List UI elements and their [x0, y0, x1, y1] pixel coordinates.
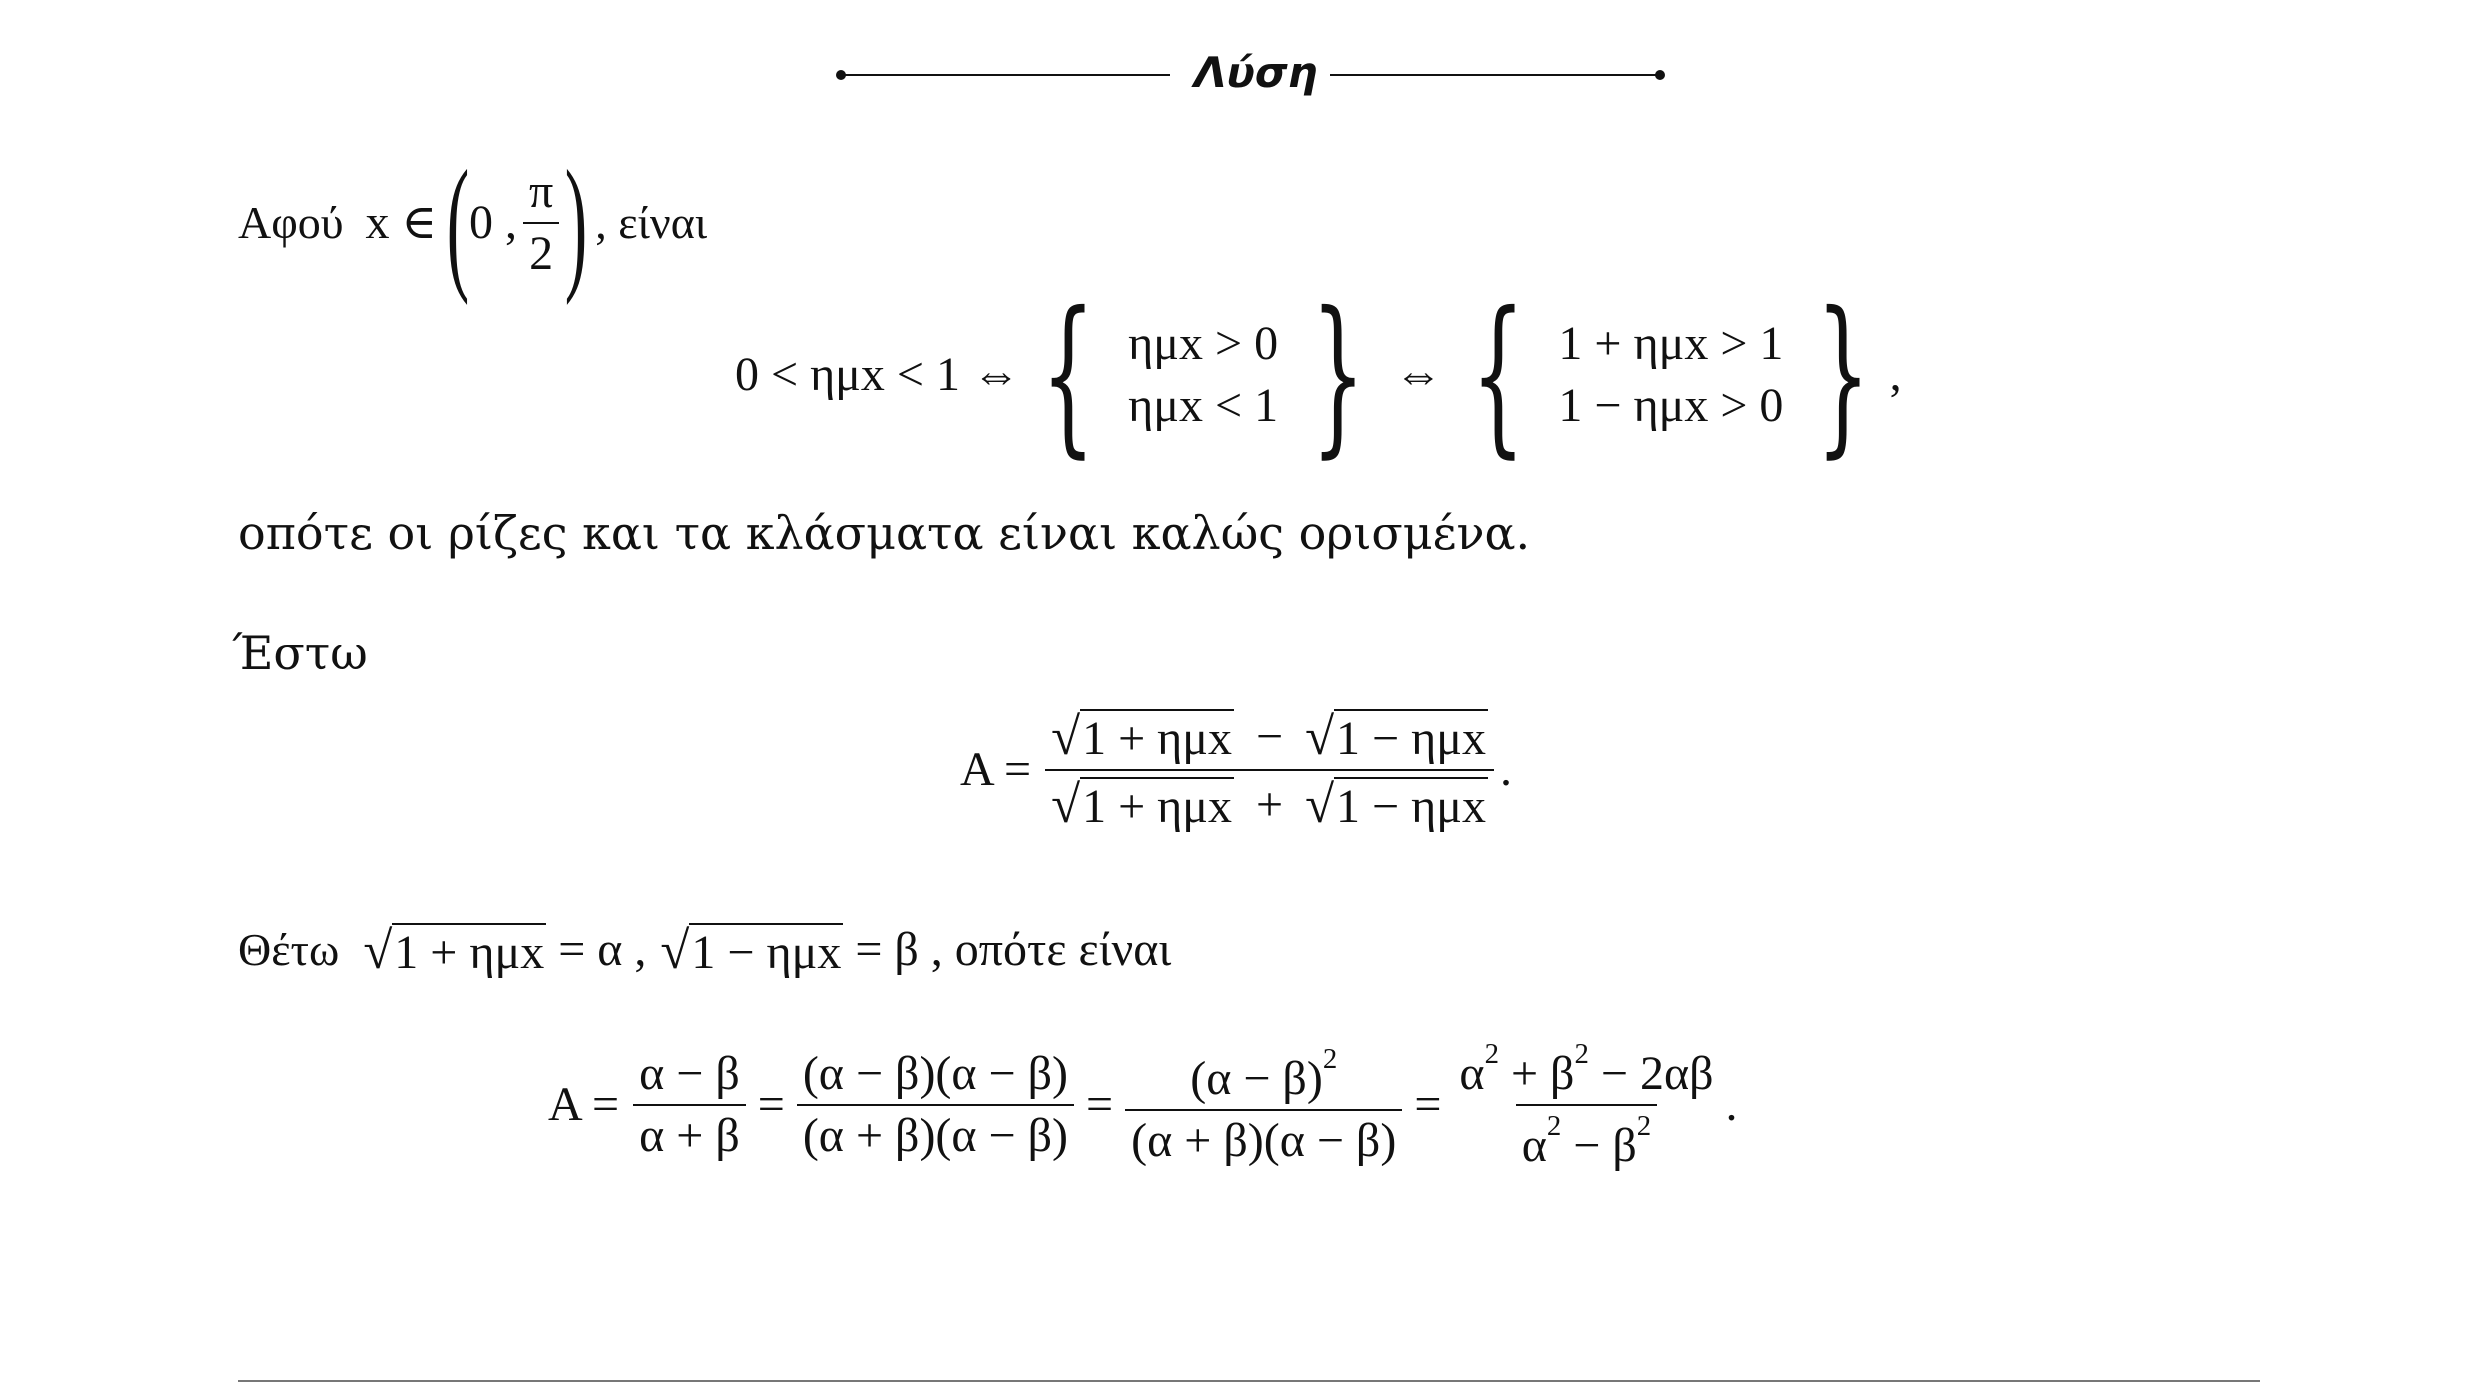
p4-root-1: √ 1 + ημx	[363, 922, 545, 980]
eqA-den-op: +	[1255, 778, 1284, 831]
eqB-eq-3: =	[1414, 1078, 1442, 1131]
p4-lead: Θέτω	[238, 924, 340, 975]
header-right-line	[1330, 74, 1660, 76]
brace-1-content	[1128, 317, 1279, 432]
eqA-denominator	[1045, 769, 1494, 834]
eqA-end: .	[1499, 743, 1512, 796]
brace-2-bottom: 1 − ημx > 0	[1558, 379, 1784, 432]
brace-1-bottom: ημx < 1	[1128, 379, 1279, 432]
eqA-fraction	[1045, 708, 1494, 834]
system-equiv: ⇔	[1394, 348, 1443, 401]
p4-eq-1: = α ,	[558, 923, 647, 976]
header-right-dot	[1655, 70, 1665, 80]
paragraph-1	[238, 139, 708, 306]
p4-root-2: √ 1 − ημx	[660, 922, 842, 980]
eqB-fraction-3	[1125, 1045, 1402, 1165]
eqB-f1-num: α − β	[639, 1047, 740, 1100]
p1-lead: Αφού	[238, 196, 344, 248]
eqB-f1-den: α + β	[633, 1104, 746, 1160]
eqA-den-root-left: √ 1 + ημx	[1051, 776, 1232, 834]
eqB-f4-den: $\alpha^2 - \beta^2$	[1516, 1104, 1657, 1170]
p1-pi: π	[529, 164, 554, 218]
eqA-lhs: A =	[960, 743, 1032, 796]
brace-2-top: 1 + ημx > 1	[1558, 317, 1784, 370]
eqA-num-root-left: √ 1 + ημx	[1051, 708, 1232, 766]
p1-pi-fraction	[523, 164, 559, 280]
eqB-fraction-4	[1453, 1040, 1719, 1170]
eqB-fraction-1	[633, 1047, 746, 1162]
system-end: ,	[1889, 348, 1902, 401]
p1-right-paren: )	[565, 139, 588, 306]
eqB-lhs: A =	[548, 1078, 620, 1131]
p1-tail: , είναι	[595, 196, 708, 248]
p1-two: 2	[523, 222, 559, 278]
eqB-end: .	[1725, 1078, 1738, 1131]
brace-2-left: {	[1471, 276, 1526, 474]
equation-b	[548, 1035, 1738, 1175]
eqB-f4-num: $\alpha^2 + \beta^2 - 2\alpha\beta$	[1459, 1038, 1714, 1100]
p1-var: x ∈	[365, 195, 438, 249]
section-title: Λύση	[1194, 48, 1318, 97]
eqB-eq-1: =	[757, 1078, 785, 1131]
eqA-num-op: −	[1255, 710, 1284, 763]
eqA-numerator	[1045, 709, 1494, 769]
brace-2-content	[1558, 317, 1784, 432]
brace-1-top: ημx > 0	[1128, 317, 1279, 370]
eqB-eq-2: =	[1086, 1078, 1114, 1131]
eqB-f2-den: (α + β)(α − β)	[797, 1104, 1074, 1160]
eqA-num-root-right: √ 1 − ημx	[1305, 708, 1486, 766]
eqB-f3-den: (α + β)(α − β)	[1125, 1109, 1402, 1165]
paragraph-3: Έστω	[232, 626, 368, 680]
brace-1-left: {	[1041, 276, 1096, 474]
brace-1-right: }	[1311, 276, 1366, 474]
p1-left-paren: (	[446, 139, 470, 306]
eqB-fraction-2	[797, 1047, 1074, 1162]
inequality-system	[735, 276, 1902, 474]
system-lhs: 0 < ημx < 1 ⇔	[735, 348, 1020, 401]
paragraph-2: οπότε οι ρίζες και τα κλάσματα είναι καλώς ορισμένα.	[238, 506, 1531, 560]
eqB-f3-num: $(\alpha - \beta)^2$	[1190, 1043, 1338, 1105]
brace-2-right: }	[1816, 276, 1871, 474]
eqB-f2-num: (α − β)(α − β)	[802, 1047, 1069, 1100]
eqA-den-root-right: √ 1 − ημx	[1305, 776, 1486, 834]
paragraph-4	[238, 910, 1171, 990]
p4-eq-2: = β , οπότε είναι	[855, 923, 1172, 976]
header-left-line	[840, 74, 1170, 76]
p1-interval-left: 0 ,	[469, 195, 518, 249]
equation-a	[960, 690, 1512, 850]
